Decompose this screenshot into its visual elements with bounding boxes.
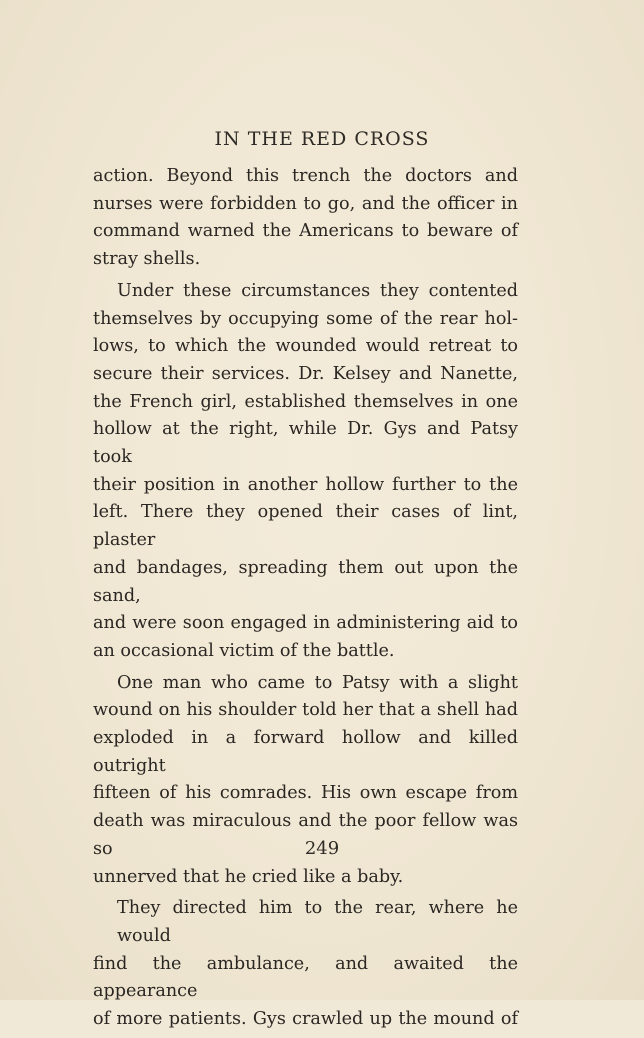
text-line: One man who came to Patsy with a slight — [117, 672, 518, 693]
text-line: death was miraculous and the poor fellow was so — [93, 811, 518, 859]
paragraph-4 — [93, 895, 518, 1034]
text-line: unnerved that he cried like a baby. — [93, 866, 404, 887]
text-line: find the ambulance, and awaited the appearance — [93, 953, 518, 1002]
paragraph-2 — [93, 278, 518, 666]
text-line: the French girl, established themselves in one — [93, 391, 518, 412]
text-line: command warned the Americans to beware of — [93, 221, 518, 242]
text-line: hollow at the right, while Dr. Gys and Patsy took — [93, 419, 518, 468]
body-text — [93, 163, 518, 1038]
text-line: action. Beyond this trench the doctors and — [93, 166, 518, 186]
text-line: secure their services. Dr. Kelsey and Nanette, — [93, 363, 518, 384]
text-line: nurses were forbidden to go, and the officer in — [93, 193, 518, 214]
text-line: They directed him to the rear, where he would — [117, 898, 518, 946]
text-line: an occasional victim of the battle. — [93, 640, 395, 661]
text-line: of more patients. Gys crawled up the mound of — [93, 1009, 518, 1030]
running-head: IN THE RED CROSS — [214, 128, 430, 150]
text-line: their position in another hollow further to the — [93, 474, 518, 495]
text-line: and were soon engaged in administering aid to — [93, 613, 518, 634]
text-line: fifteen of his comrades. His own escape from — [93, 783, 518, 804]
page-number: 249 — [304, 838, 340, 859]
text-line: left. There they opened their cases of lint, plaster — [93, 502, 518, 551]
text-line: exploded in a forward hollow and killed outright — [93, 728, 518, 776]
text-line: Under these circumstances they contented — [117, 280, 518, 301]
text-line: stray shells. — [93, 249, 201, 270]
text-line: wound on his shoulder told her that a shell had — [93, 700, 518, 721]
text-line: themselves by occupying some of the rear hol- — [93, 308, 518, 329]
paragraph-1 — [93, 163, 518, 274]
text-line: and bandages, spreading them out upon the sand, — [93, 557, 518, 606]
text-line: lows, to which the wounded would retreat to — [93, 336, 518, 357]
